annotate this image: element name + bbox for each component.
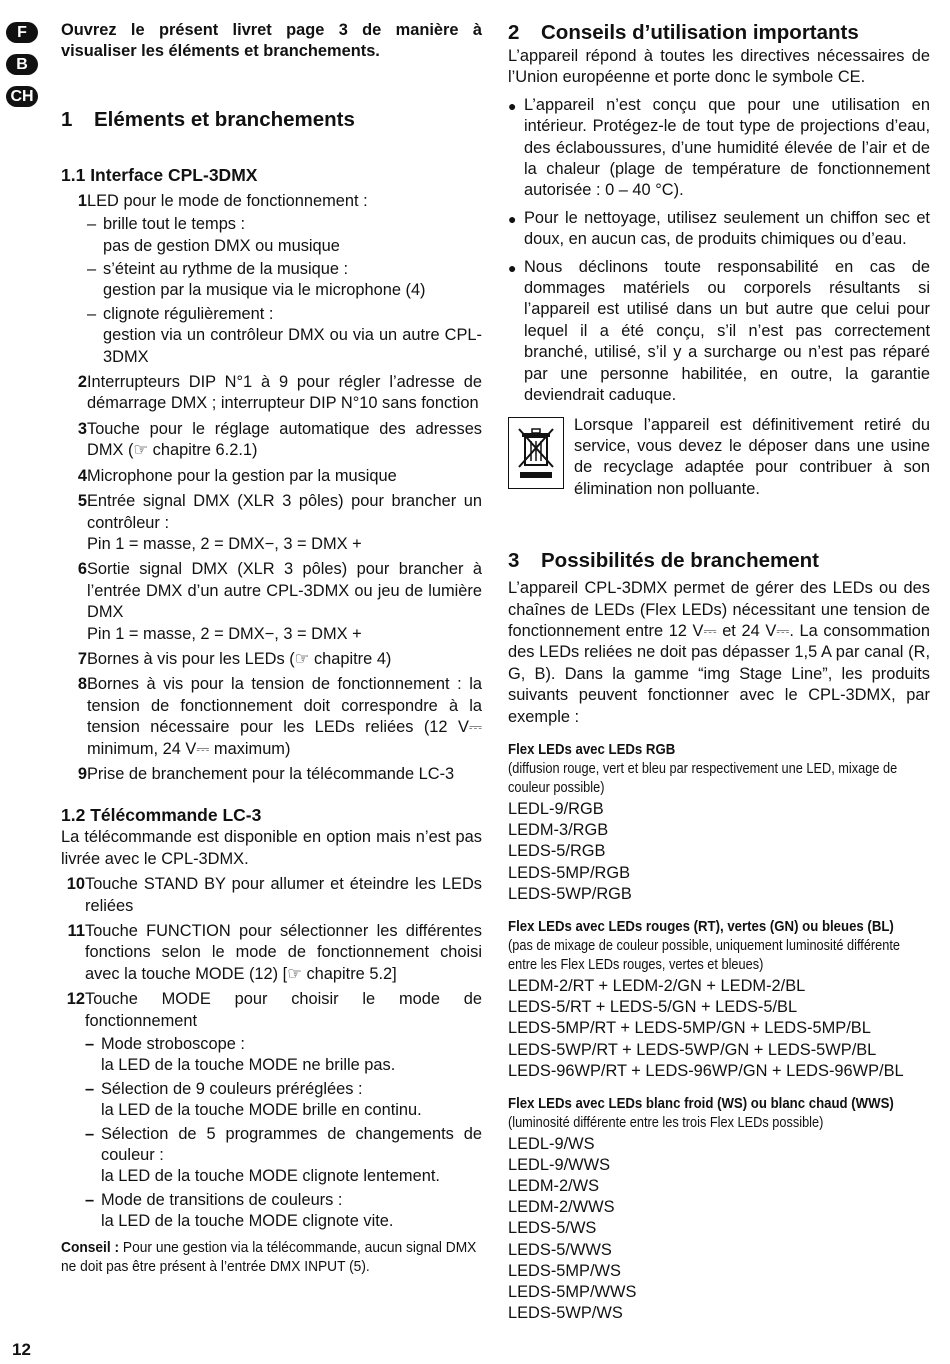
intro-text: Ouvrez le présent livret page 3 de manière à visualiser les éléments et branchements.	[61, 21, 482, 61]
product-item: LEDS-5WP/WS	[508, 1304, 623, 1323]
product-item: LEDS-96WP/RT + LEDS-96WP/GN + LEDS-96WP/BL	[508, 1061, 904, 1080]
product-item: LEDL-9/WWS	[508, 1155, 611, 1174]
group-note: (diffusion rouge, vert et bleu par respectivement une LED, mixage de couleur possible)	[508, 760, 898, 797]
list-item-5: 5 Entrée signal DMX (XLR 3 pôles) pour brancher un contrôleur : Pin 1 = masse, 2 = DMX−, 3 = DMX +	[77, 492, 482, 553]
list-item-11: 11 Touche FUNCTION pour sélectionner les différentes fonctions selon le mode de fonctionnement choisi avec la touche MODE (12) [☞ chapitre 5.2]	[67, 922, 482, 983]
product-item: LEDS-5MP/RT + LEDS-5MP/GN + LEDS-5MP/BL	[508, 1019, 871, 1038]
language-badge-ch: CH	[6, 86, 38, 107]
group-list	[508, 799, 930, 905]
product-item: LEDM-2/WS	[508, 1176, 600, 1195]
section-1-2-text: La télécommande est disponible en option mais n’est pas livrée avec le CPL-3DMX.	[61, 828, 482, 868]
weee-notice: Lorsque l’appareil est définitivement retiré du service, vous devez le déposer dans une usine de recyclage adaptée pour contribuer à son élimination non polluante.	[508, 415, 930, 501]
page-number: 12	[12, 1340, 31, 1359]
left-column	[61, 20, 482, 1278]
weee-bin-icon	[508, 417, 564, 489]
product-item: LEDS-5MP/RGB	[508, 863, 631, 882]
list-item-4: 4 Microphone pour la gestion par la musique	[77, 466, 397, 485]
product-item: LEDM-2/RT + LEDM-2/GN + LEDM-2/BL	[508, 976, 806, 995]
product-item: LEDS-5/WS	[508, 1219, 597, 1238]
group-note: (luminosité différente entre les trois Flex LEDs possible)	[508, 1115, 824, 1131]
dash-item: – Mode de transitions de couleurs : la LED de la touche MODE clignote vite.	[85, 1190, 394, 1231]
list-item-12: 12 Touche MODE pour choisir le mode de fonctionnement – Mode stroboscope : la LED de la touche MODE ne brille pas. – Sélection de 9 couleurs préréglées : la LED de la touche MODE brille en continu. – Sélection de 5 programmes de changements de couleur : la LED de la touche MODE clignote lentement. – Mode de transitions de couleurs : la LED de la touche MODE clignote vite.	[61, 989, 482, 1232]
section-2-heading: 2 Conseils d’utilisation importants	[508, 21, 859, 44]
product-item: LEDS-5/RT + LEDS-5/GN + LEDS-5/BL	[508, 998, 798, 1017]
dash-item: – Sélection de 5 programmes de changements de couleur : la LED de la touche MODE clignote lentement.	[85, 1124, 482, 1186]
group-single-color	[508, 917, 930, 1082]
bullet-item-1: ● L’appareil n’est conçu que pour une utilisation en intérieur. Protégez-le de tout type de projections d’eau, des éclaboussures, d’une humidité élevée de l’air et de la chaleur (plage de température de fonctionnement autorisée : 0 – 40 °C).	[508, 95, 930, 200]
group-note: (pas de mixage de couleur possible, uniquement luminosité différente entre les Flex LEDs rouges, vertes et bleues)	[508, 937, 901, 974]
product-item: LEDS-5WP/RGB	[508, 884, 632, 903]
product-item: LEDM-2/WWS	[508, 1198, 615, 1217]
product-item: LEDL-9/WS	[508, 1134, 595, 1153]
product-item: LEDS-5MP/WWS	[508, 1282, 637, 1301]
section-1-2-heading: 1.2 Télécommande LC-3	[61, 805, 262, 826]
list-item-8: 8 Bornes à vis pour la tension de fonctionnement : la tension de fonctionnement doit correspondre à la tension nécessaire pour les LEDs reliées (12 V⎓ minimum, 24 V⎓ maximum)	[77, 675, 482, 758]
section-title: Eléments et branchements	[94, 107, 355, 131]
dash-item: – Sélection de 9 couleurs préréglées : la LED de la touche MODE brille en continu.	[85, 1079, 422, 1120]
list-item-1: 1 LED pour le mode de fonctionnement : – brille tout le temps : pas de gestion DMX ou musique – s’éteint au rythme de la musique : gestion par la musique via le microphone (4) – clignote régulièrement : gestion via un contrôleur DMX ou via un autre CPL-3DMX	[61, 191, 482, 368]
tip-note: Conseil : Pour une gestion via la télécommande, aucun signal DMX ne doit pas être présent à l’entrée DMX INPUT (5).	[61, 1239, 477, 1276]
dash-item: – s’éteint au rythme de la musique : gestion par la musique via le microphone (4)	[87, 260, 426, 300]
list-item-9: 9 Prise de branchement pour la télécommande LC-3	[77, 764, 455, 783]
section-1-1-heading: 1.1 Interface CPL-3DMX	[61, 164, 258, 185]
product-item: LEDM-3/RGB	[508, 821, 609, 840]
product-item: LEDL-9/RGB	[508, 799, 604, 818]
group-title: Flex LEDs avec LEDs RGB	[508, 740, 676, 758]
product-item: LEDS-5WP/RT + LEDS-5WP/GN + LEDS-5WP/BL	[508, 1040, 877, 1059]
item-text: LED pour le mode de fonctionnement :	[87, 191, 368, 210]
group-white	[508, 1094, 930, 1324]
dash-item: – Mode stroboscope : la LED de la touche MODE ne brille pas.	[85, 1035, 396, 1075]
bullet-item-2: ● Pour le nettoyage, utilisez seulement un chiffon sec et doux, en aucun cas, de produits chimiques ou d’eau.	[508, 208, 930, 249]
group-title: Flex LEDs avec LEDs rouges (RT), vertes (GN) ou bleues (BL)	[508, 917, 894, 935]
list-item-2: 2 Interrupteurs DIP N°1 à 9 pour régler l’adresse de démarrage DMX ; interrupteur DIP N°10 sans fonction	[77, 373, 482, 413]
product-item: LEDS-5/RGB	[508, 842, 606, 861]
language-badges	[6, 22, 40, 118]
section-number: 1	[61, 107, 73, 131]
product-item: LEDS-5MP/WS	[508, 1261, 621, 1280]
bullet-item-3: ● Nous déclinons toute responsabilité en cas de dommages matériels ou corporels résultants si l’appareil est utilisé dans un but autre que celui pour lequel il a été conçu, s’il n’est pas correctement branché, utilisé, s’il y a surcharge ou n’est pas réparé par une personne habilitée, en outre, la garantie deviendrait caduque.	[508, 257, 930, 405]
list-item-6: 6 Sortie signal DMX (XLR 3 pôles) pour brancher à l’entrée DMX d’un autre CPL-3DMX ou jeu de lumière DMX Pin 1 = masse, 2 = DMX−, 3 = DMX +	[77, 560, 482, 643]
group-rgb	[508, 740, 930, 905]
language-badge-f: F	[6, 22, 38, 43]
language-badge-b: B	[6, 54, 38, 75]
group-list	[508, 976, 930, 1082]
list-item-7: 7 Bornes à vis pour les LEDs (☞ chapitre 4)	[77, 649, 392, 668]
list-item-10: 10 Touche STAND BY pour allumer et éteindre les LEDs reliées	[66, 875, 482, 915]
section-2-text: L’appareil répond à toutes les directives nécessaires de l’Union européenne et porte donc le symbole CE.	[508, 47, 930, 87]
group-title: Flex LEDs avec LEDs blanc froid (WS) ou blanc chaud (WWS)	[508, 1095, 894, 1112]
section-3-heading: 3 Possibilités de branchement	[508, 549, 819, 573]
product-item: LEDS-5/WWS	[508, 1240, 612, 1259]
section-1-heading	[61, 107, 482, 133]
list-item-3: 3 Touche pour le réglage automatique des adresses DMX (☞ chapitre 6.2.1)	[77, 419, 482, 460]
dash-item: – clignote régulièrement : gestion via un contrôleur DMX ou via un autre CPL-3DMX	[87, 304, 482, 366]
section-3-text: L’appareil CPL-3DMX permet de gérer des LEDs ou des chaînes de LEDs (Flex LEDs) nécessitant une tension de fonctionnement entre 12 V⎓ et 24 V⎓. La consommation des LEDs reliées ne doit pas dépasser 1,5 A par canal (R, G, B). Dans la gamme “img Stage Line”, les produits suivants peuvent fonctionner avec le CPL-3DMX, par exemple :	[508, 579, 930, 726]
group-list	[508, 1134, 930, 1325]
right-column	[508, 20, 930, 1324]
dash-item: – brille tout le temps : pas de gestion DMX ou musique	[87, 215, 340, 255]
